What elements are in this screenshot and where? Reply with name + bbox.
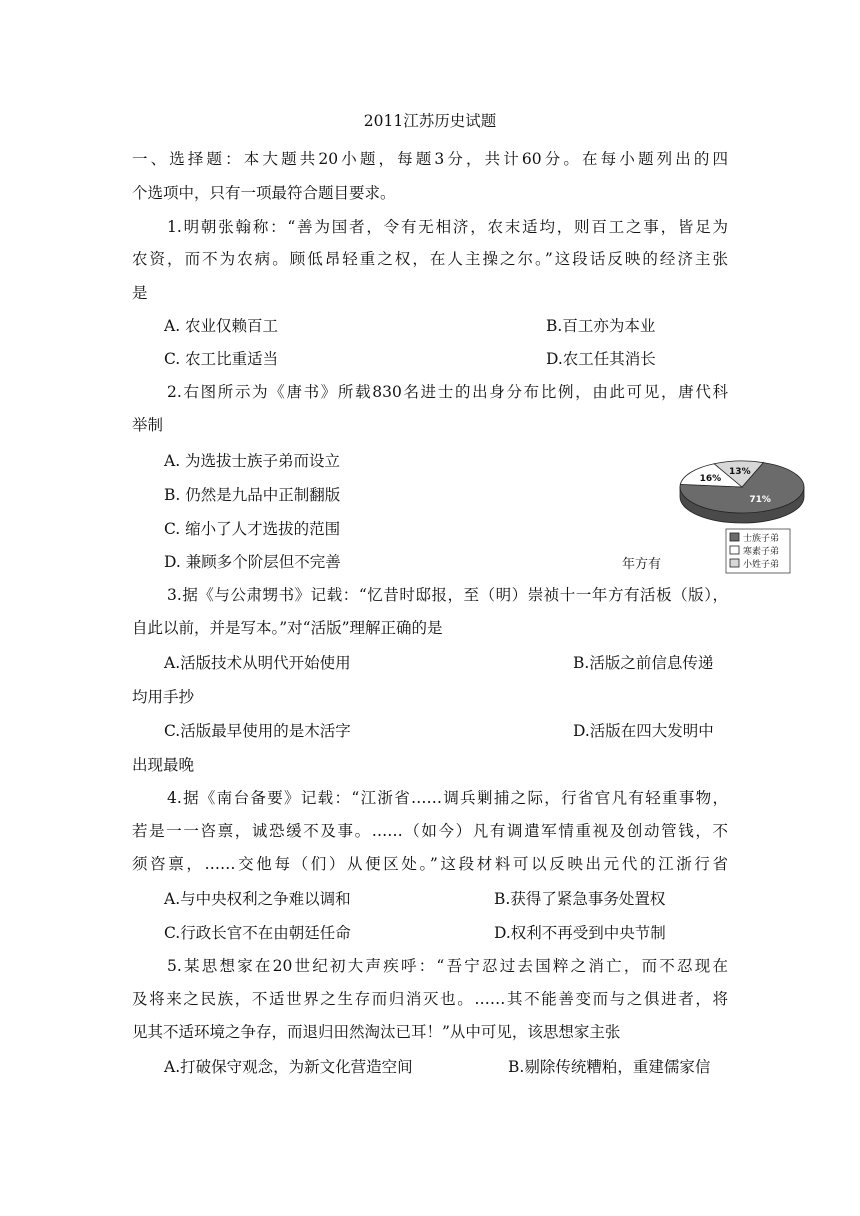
page-title: 2011江苏历史试题 [363, 112, 497, 130]
q1-stem-line2: 农资，而不为农病。顾低昂轻重之权，在人主操之尔。”这段话反映的经济主张 [132, 250, 728, 268]
legend-swatch-2 [730, 559, 739, 567]
q4-stem-line2: 若是一一咨禀，诚恐缓不及事。……（如今）凡有调遣军情重视及创动管钱，不 [132, 822, 728, 840]
q5-stem-line3: 见其不适环境之争存，而退归田然淘汰已耳！”从中可见，该思想家主张 [132, 1023, 621, 1041]
q3-stem-line2: 自此以前，并是写本。”对“活版”理解正确的是 [132, 619, 443, 637]
section-intro-line1: 一、选择题：本大题共20小题，每题3分，共计60分。在每小题列出的四 [132, 150, 728, 168]
q2-option-c: C. 缩小了人才选拔的范围 [164, 520, 341, 538]
q4-stem-line3: 须咨禀，……交他每（们）从便区处。”这段材料可以反映出元代的江浙行省 [132, 855, 728, 873]
q5-option-a: A.打破保守观念，为新文化营造空间 [164, 1058, 413, 1076]
q2-stem-line2: 举制 [132, 416, 164, 434]
q4-stem-line1: 4.据《南台备要》记载：“江浙省……调兵剿捕之际，行省官凡有轻重事物， [167, 789, 728, 807]
q4-option-a: A.与中央权利之争难以调和 [164, 890, 351, 908]
q1-stem-line1: 1.明朝张翰称：“善为国者，令有无相济，农末适均，则百工之事，皆足为 [167, 218, 728, 236]
legend-swatch-1 [730, 546, 739, 554]
legend-label-1: 寒素子弟 [743, 547, 780, 557]
q3-option-d-cont: 出现最晚 [132, 756, 195, 774]
q1-option-a: A. 农业仅赖百工 [164, 317, 279, 335]
q3-option-c: C.活版最早使用的是木活字 [164, 722, 351, 740]
q4-option-d: D.权利不再受到中央节制 [494, 924, 666, 942]
section-intro-line2: 个选项中，只有一项最符合题目要求。 [132, 184, 396, 202]
q3-stem-line1: 3.据《与公肃甥书》记载：“忆昔时邸报，至（明）崇祯十一年方有活板（版）， [167, 586, 728, 604]
pie-label-0: 71% [749, 495, 771, 506]
q1-option-d: D.农工任其消长 [546, 350, 656, 368]
q2-option-d: D. 兼顾多个阶层但不完善 [164, 553, 341, 571]
chart-caption: 年方有 [622, 557, 662, 572]
q4-option-b: B.获得了紧急事务处置权 [494, 890, 666, 908]
legend-swatch-0 [730, 533, 739, 541]
q4-option-c: C.行政长官不在由朝廷任命 [164, 924, 351, 942]
pie-label-1: 16% [699, 473, 722, 484]
q3-option-d: D.活版在四大发明中 [573, 722, 714, 740]
q3-option-a: A.活版技术从明代开始使用 [164, 654, 351, 672]
q2-option-b: B. 仍然是九品中正制翻版 [164, 486, 341, 504]
q5-stem-line1: 5.某思想家在20世纪初大声疾呼：“吾宁忍过去国粹之消亡，而不忍现在 [167, 957, 728, 975]
legend-label-2: 小姓子弟 [743, 560, 780, 570]
q3-option-b-cont: 均用手抄 [132, 688, 195, 706]
pie-label-2: 13% [729, 466, 751, 477]
q2-stem-line1: 2.右图所示为《唐书》所载830名进士的出身分布比例，由此可见，唐代科 [167, 383, 728, 401]
q1-option-c: C. 农工比重适当 [164, 350, 279, 368]
q3-option-b: B.活版之前信息传递 [573, 654, 714, 672]
q5-option-b: B.剔除传统糟粕，重建儒家信 [508, 1058, 711, 1076]
q2-option-a: A. 为选拔士族子弟而设立 [164, 452, 341, 470]
q1-stem-line3: 是 [132, 284, 148, 302]
q1-option-b: B.百工亦为本业 [546, 317, 656, 335]
legend-label-0: 士族子弟 [743, 534, 780, 544]
q5-stem-line2: 及将来之民族，不适世界之生存而归消灭也。……其不能善变而与之俱进者，将 [132, 990, 728, 1008]
